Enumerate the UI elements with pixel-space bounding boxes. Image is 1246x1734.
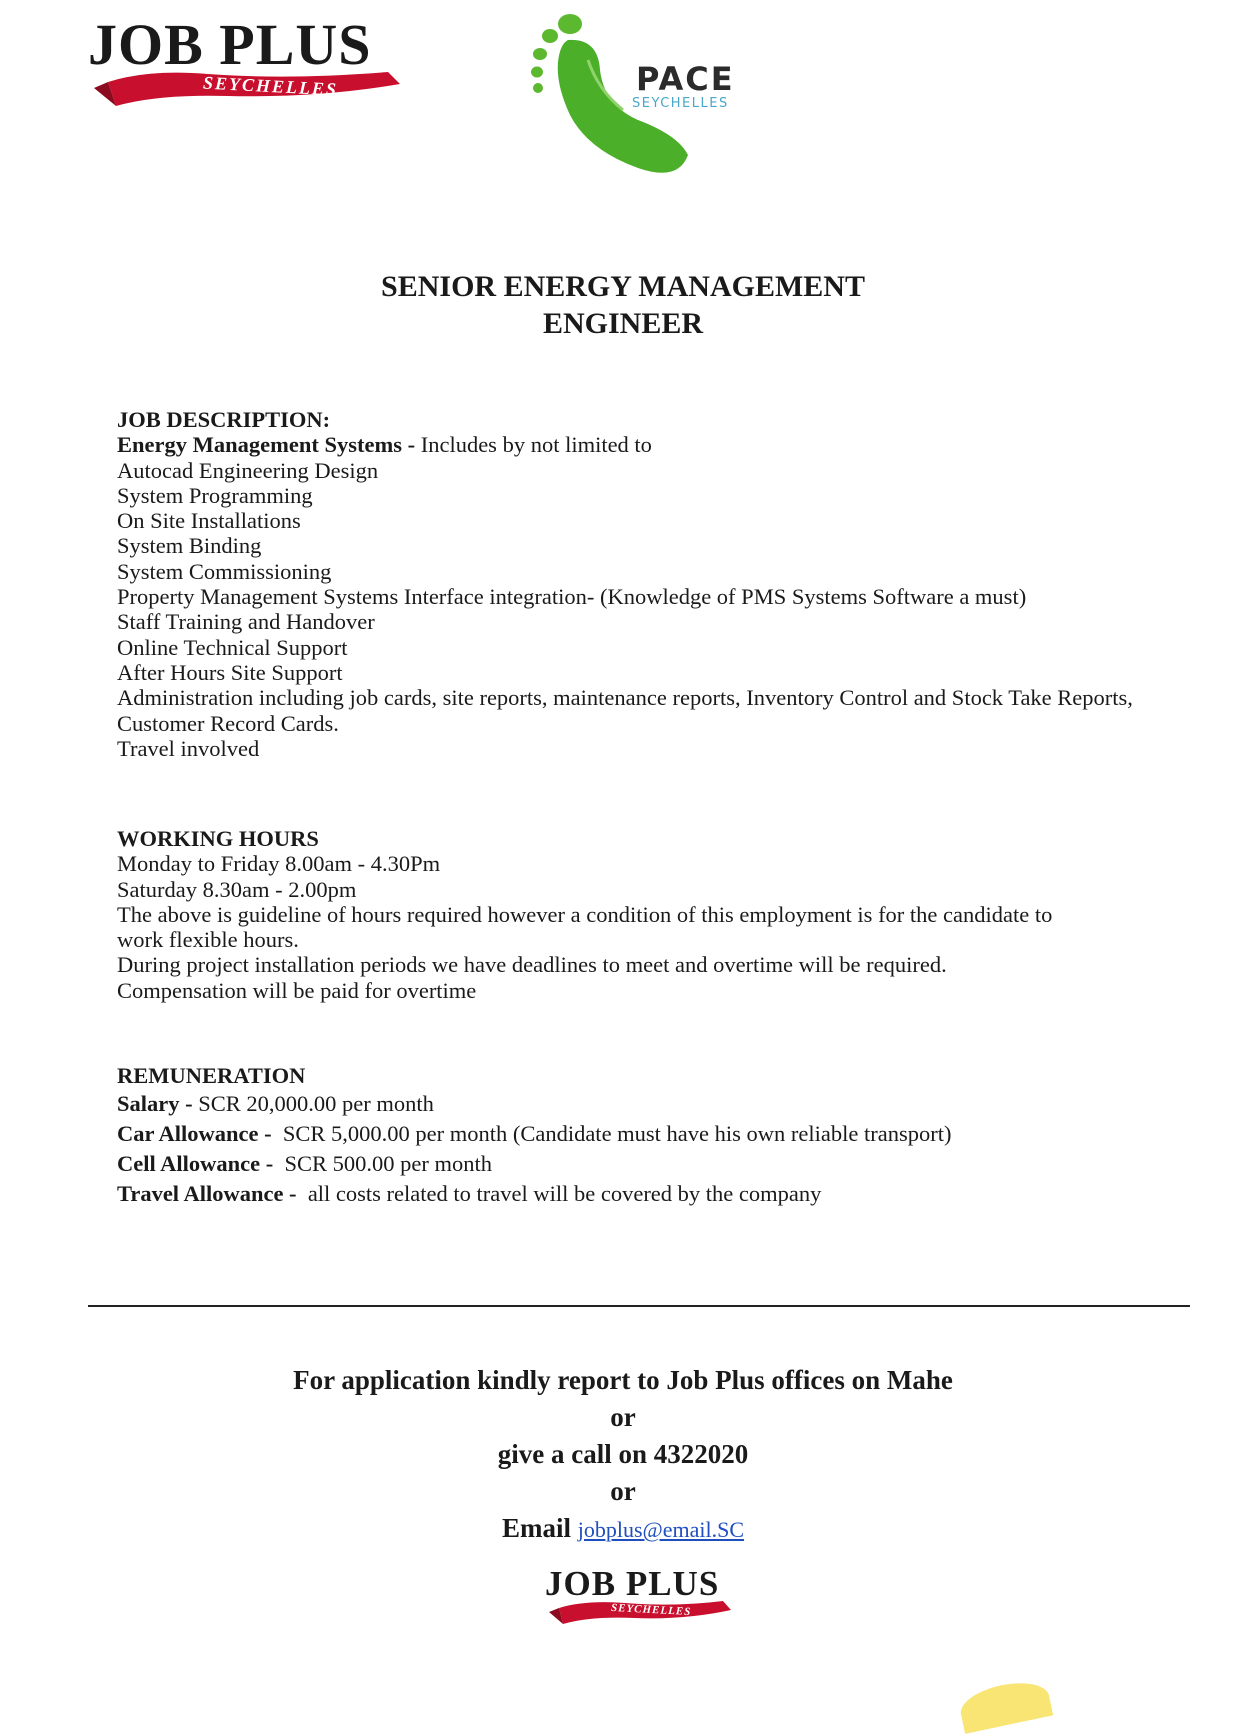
jobplus-wordmark: JOB PLUS xyxy=(88,12,372,77)
remuneration-label: Salary - xyxy=(117,1091,193,1116)
title-line-1: SENIOR ENERGY MANAGEMENT xyxy=(381,270,865,303)
hours-line: Saturday 8.30am - 2.00pm xyxy=(117,876,357,902)
footer-line-call: give a call on 4322020 xyxy=(497,1439,749,1469)
remuneration-row xyxy=(117,1179,1137,1209)
jobplus-logo-top xyxy=(88,14,408,114)
application-footer xyxy=(0,1362,1246,1548)
list-item: Property Management Systems Interface integration- (Knowledge of PMS Systems Software a must) xyxy=(117,584,1027,610)
remuneration-row xyxy=(117,1149,1137,1179)
remuneration-label: Car Allowance - xyxy=(117,1121,272,1146)
remuneration-value: all costs related to travel will be covered by the company xyxy=(296,1181,822,1206)
list-item: On Site Installations xyxy=(117,508,301,534)
pace-wordmark: PACE xyxy=(636,60,735,98)
remuneration-row xyxy=(117,1089,1137,1119)
remuneration-label: Travel Allowance - xyxy=(117,1181,297,1206)
job-description-section xyxy=(117,407,1137,761)
list-item: System Programming xyxy=(117,482,313,508)
remuneration-label: Cell Allowance - xyxy=(117,1151,274,1176)
page-title xyxy=(0,268,1246,342)
list-item: Staff Training and Handover xyxy=(117,609,375,635)
lead-rest: Includes by not limited to xyxy=(415,432,652,458)
remuneration-value: SCR 5,000.00 per month (Candidate must have his own reliable transport) xyxy=(271,1121,952,1146)
email-label: Email xyxy=(501,1513,571,1543)
hours-line: Monday to Friday 8.00am - 4.30Pm xyxy=(117,851,441,877)
list-item: Autocad Engineering Design xyxy=(117,457,379,483)
remuneration-heading: REMUNERATION xyxy=(117,1063,306,1088)
decorative-shape xyxy=(957,1676,1053,1734)
pace-subtext: SEYCHELLES xyxy=(632,96,729,111)
list-item: Administration including job cards, site reports, maintenance reports, Inventory Control and Stock Take Reports, Customer Record Cards. xyxy=(117,685,1133,736)
footer-or-1: or xyxy=(610,1402,636,1432)
remuneration-row xyxy=(117,1119,1137,1149)
jobplus-ribbon-text: SEYCHELLES xyxy=(610,1601,692,1619)
job-description-lead xyxy=(117,432,1137,457)
list-item: Online Technical Support xyxy=(117,634,348,660)
jobplus-logo-bottom xyxy=(545,1564,735,1630)
jobplus-ribbon-text: SEYCHELLES xyxy=(202,72,339,100)
footer-or-2: or xyxy=(610,1476,636,1506)
hours-line: During project installation periods we have deadlines to meet and overtime will be required. xyxy=(117,952,947,978)
remuneration-value: SCR 20,000.00 per month xyxy=(192,1091,434,1116)
working-hours-heading: WORKING HOURS xyxy=(117,826,319,851)
remuneration-value: SCR 500.00 per month xyxy=(273,1151,492,1176)
divider xyxy=(88,1305,1190,1307)
list-item: After Hours Site Support xyxy=(117,659,343,685)
remuneration-section xyxy=(117,1062,1137,1209)
list-item: Travel involved xyxy=(117,735,260,761)
list-item: System Binding xyxy=(117,533,262,559)
title-line-2: ENGINEER xyxy=(542,307,704,340)
jobplus-wordmark: JOB PLUS xyxy=(545,1564,720,1603)
job-description-heading: JOB DESCRIPTION: xyxy=(117,407,331,432)
working-hours-section xyxy=(117,826,1137,1003)
footer-line-offices: For application kindly report to Job Plus offices on Mahe xyxy=(293,1365,953,1395)
lead-bold: Energy Management Systems - xyxy=(117,432,416,458)
list-item: System Commissioning xyxy=(117,558,332,584)
hours-line: The above is guideline of hours required however a condition of this employment is for the candidate to work flexible hours. xyxy=(117,901,1053,953)
email-link[interactable]: jobplus@email.SC xyxy=(577,1517,745,1542)
hours-line: Compensation will be paid for overtime xyxy=(117,977,477,1003)
pace-logo xyxy=(528,10,768,175)
footer-email-line xyxy=(0,1510,1246,1548)
